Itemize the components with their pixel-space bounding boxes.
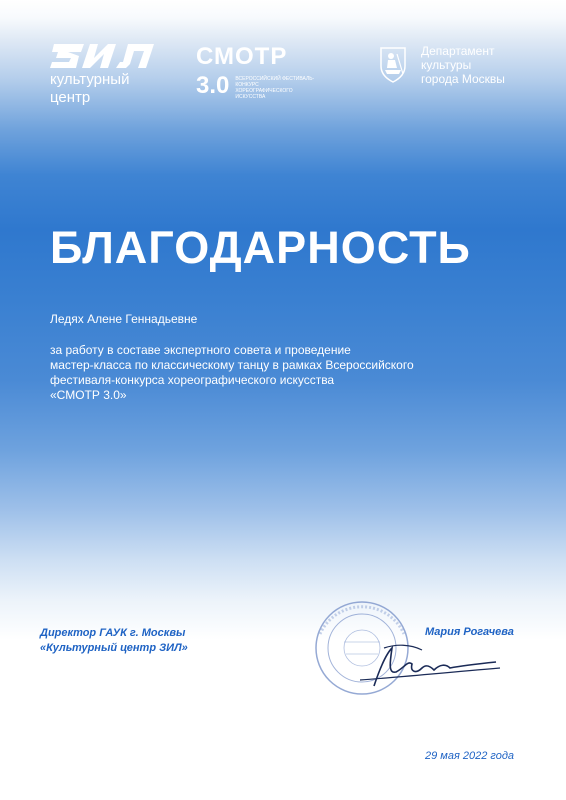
festival-title: СМОТР bbox=[196, 43, 288, 70]
festival-description: ВСЕРОССИЙСКИЙ ФЕСТИВАЛЬ-КОНКУРС ХОРЕОГРАФИЧЕСКОГО ИСКУССТВА bbox=[235, 76, 315, 100]
zil-subtitle-line2: центр bbox=[50, 89, 91, 106]
moscow-department-logo bbox=[375, 44, 505, 86]
body-line: фестиваля-конкурса хореографического искусства bbox=[50, 373, 335, 387]
director-title bbox=[40, 626, 188, 656]
zil-subtitle-line1: культурный bbox=[50, 71, 130, 88]
body-line: «СМОТР 3.0» bbox=[50, 388, 127, 402]
document-date: 29 мая 2022 года bbox=[425, 750, 515, 762]
director-line1: Директор ГАУК г. Москвы bbox=[40, 627, 186, 639]
stamp-and-signature bbox=[300, 598, 510, 708]
body-line: за работу в составе экспертного совета и проведение bbox=[50, 343, 351, 357]
zil-logo bbox=[50, 42, 190, 106]
body-line: мастер-класса по классическому танцу в рамках Всероссийского bbox=[50, 358, 414, 372]
smotr-logo bbox=[196, 44, 326, 100]
director-line2: «Культурный центр ЗИЛ» bbox=[40, 642, 188, 654]
document-heading: БЛАГОДАРНОСТЬ bbox=[50, 222, 471, 273]
festival-version: 3.0 bbox=[196, 72, 230, 99]
document-body bbox=[50, 343, 500, 403]
signature bbox=[360, 645, 500, 686]
recipient-name: Ледях Алене Геннадьевне bbox=[50, 312, 198, 326]
department-line1: Департамент bbox=[421, 44, 495, 58]
moscow-emblem-icon bbox=[375, 44, 411, 84]
signer-name: Мария Рогачева bbox=[425, 626, 514, 638]
zil-logo-mark bbox=[50, 42, 160, 70]
department-line2: культуры bbox=[421, 58, 472, 72]
department-line3: города Москвы bbox=[421, 72, 505, 86]
